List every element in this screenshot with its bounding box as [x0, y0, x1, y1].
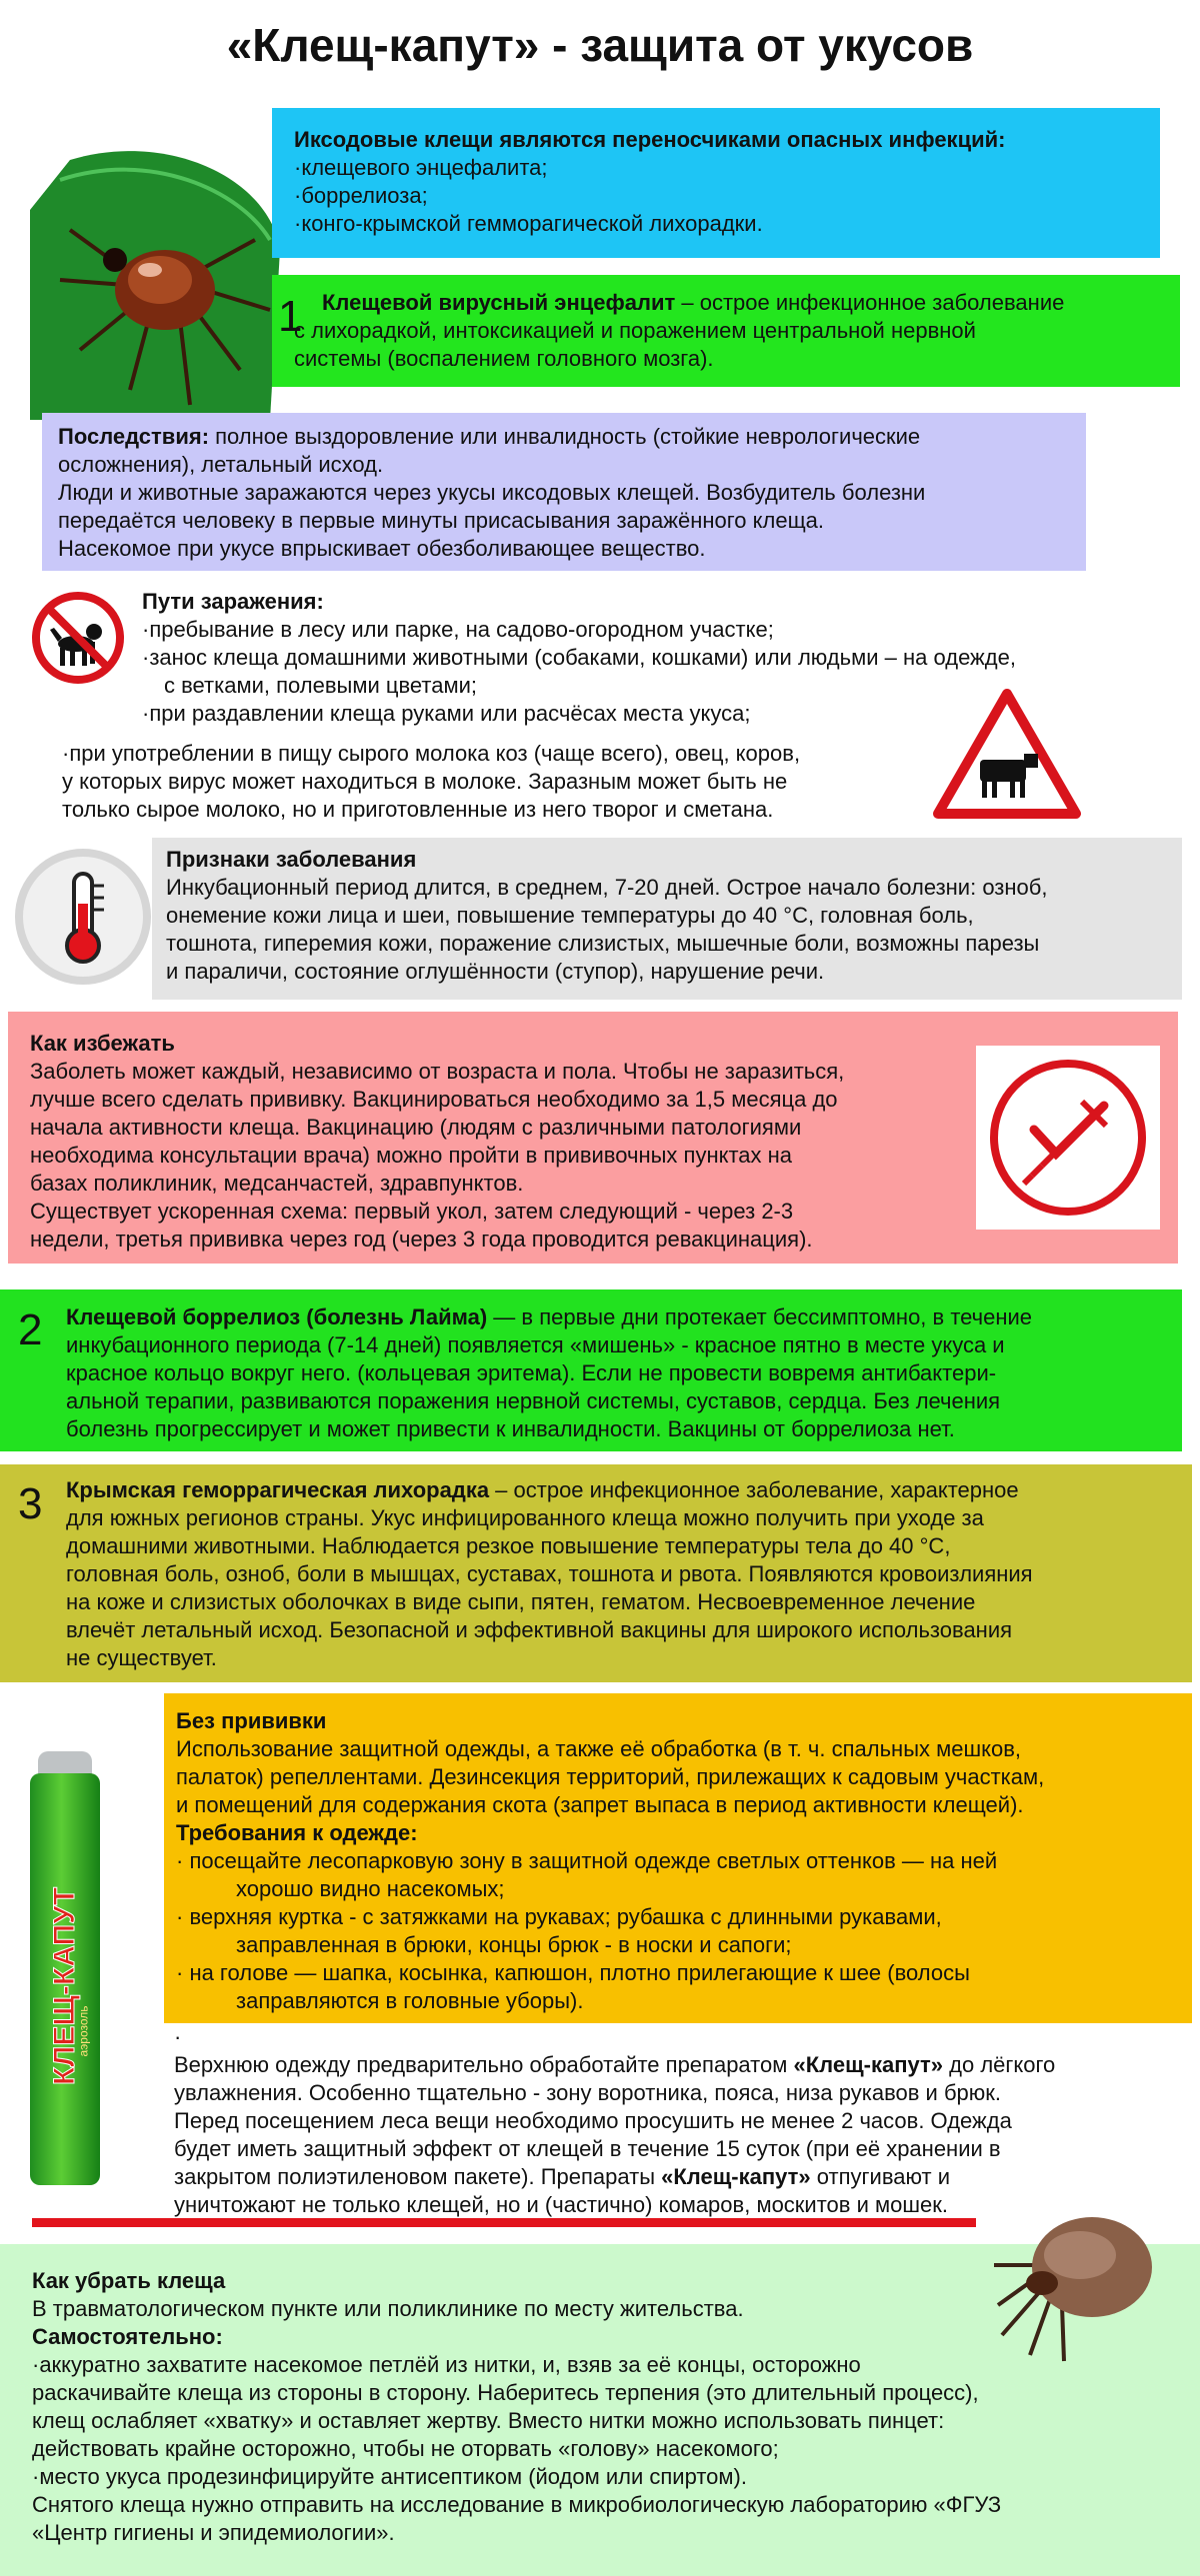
routes-item: ·при раздавлении клеща руками или расчёсах места укуса;	[142, 701, 751, 726]
avoid-text: необходима консультации врача) можно пройти в прививочных пунктах на	[30, 1143, 793, 1168]
remove-text: ·место укуса продезинфицируйте антисептиком (йодом или спиртом).	[32, 2464, 747, 2489]
section-number: 1	[278, 292, 303, 341]
routes-item: ·занос клеща домашними животными (собаками, кошками) или людьми – на одежде,	[142, 645, 1016, 670]
treatment-text: до лёгкого	[943, 2052, 1056, 2077]
vaccine-syringe-icon	[976, 1046, 1160, 1230]
fever-text: домашними животными. Наблюдается резкое повышение температуры тела до 40 °С,	[66, 1533, 951, 1558]
intro-item: ·конго-крымской гемморагической лихорадки.	[294, 211, 763, 236]
avoid-text: Существует ускоренная схема: первый укол, затем следующий - через 2-3	[30, 1199, 794, 1224]
clothing-item: хорошо видно насекомых;	[236, 1876, 505, 1901]
borreliosis-box	[0, 1289, 1182, 1451]
avoid-text: базах поликлиник, медсанчастей, здравпунктов.	[30, 1171, 524, 1196]
engorged-tick-photo-icon	[980, 2195, 1160, 2365]
intro-item: ·клещевого энцефалита;	[294, 155, 548, 180]
intro-heading: Иксодовые клещи являются переносчиками опасных инфекций:	[294, 127, 1006, 152]
routes-section	[142, 588, 1016, 728]
treatment-section	[174, 2023, 1055, 2219]
signs-heading: Признаки заболевания	[166, 847, 417, 872]
treatment-text: закрытом полиэтиленовом пакете). Препараты	[174, 2164, 662, 2189]
routes-milk-line: только сырое молоко, но и приготовленные из него творог и сметана.	[62, 797, 774, 822]
avoid-heading: Как избежать	[30, 1031, 175, 1056]
spray-label: КЛЕЩ-КАПУТ	[48, 1886, 81, 2086]
fever-text: головная боль, озноб, боли в мышцах, суставах, тошнота и рвота. Появляются кровоизлияния	[66, 1561, 1033, 1586]
no-dogs-sign-icon	[30, 590, 126, 686]
signs-text: Инкубационный период длится, в среднем, 7-20 дней. Острое начало болезни: озноб,	[166, 875, 1048, 900]
spray-sub: аэрозоль	[77, 2005, 92, 2057]
borreliosis-text: инкубационного периода (7-14 дней) появляется «мишень» - красное пятно в месте укуса и	[66, 1332, 1005, 1357]
remove-section	[32, 2267, 1001, 2547]
fever-text: не существует.	[66, 1645, 217, 1670]
borreliosis-text: альной терапии, развиваются поражения нервной системы, суставов, сердца. Без лечения	[66, 1388, 1001, 1413]
remove-text: «Центр гигиены и эпидемиологии».	[32, 2520, 395, 2545]
fever-box	[0, 1464, 1192, 1682]
spray-can-klesch-kaput-icon	[30, 1751, 100, 2191]
treatment-text: отпугивают и	[810, 2164, 951, 2189]
clothing-item: · верхняя куртка - с затяжками на рукавах; рубашка с длинными рукавами,	[176, 1904, 942, 1929]
consequences-box	[42, 413, 1086, 571]
fever-text: влечёт летальный исход. Безопасной и эффективной вакцины для широкого использования	[66, 1617, 1013, 1642]
borreliosis-name: Клещевой боррелиоз (болезнь Лайма)	[66, 1304, 488, 1329]
treatment-text: будет иметь защитный эффект от клещей в течение 15 суток (при её хранении в	[174, 2136, 1001, 2161]
encephalitis-text: – острое инфекционное заболевание	[675, 290, 1065, 315]
section-number: 3	[18, 1479, 43, 1528]
treatment-text: Перед посещением леса вещи необходимо просушить не менее 2 часов. Одежда	[174, 2108, 1012, 2133]
treatment-text: Верхнюю одежду предварительно обработайте препаратом	[174, 2052, 794, 2077]
remove-text: ·аккуратно захватите насекомое петлёй из нитки, и, взяв за её концы, осторожно	[32, 2352, 861, 2377]
consequences-text: полное выздоровление или инвалидность (стойкие неврологические	[209, 424, 921, 449]
encephalitis-text: с лихорадкой, интоксикацией и поражением центральной нервной	[294, 318, 976, 343]
page-title: «Клещ-капут» - защита от укусов	[226, 19, 974, 71]
clothing-item: · посещайте лесопарковую зону в защитной одежде светлых оттенков — на ней	[176, 1848, 998, 1873]
fever-text: для южных регионов страны. Укус инфицированного клеща можно получить при уходе за	[66, 1505, 984, 1530]
consequences-text: передаётся человеку в первые минуты присасывания заражённого клеща.	[58, 508, 825, 533]
signs-box	[152, 838, 1182, 1000]
remove-self-heading: Самостоятельно:	[32, 2324, 223, 2349]
brand-name: «Клещ-капут»	[793, 2052, 944, 2077]
remove-text: Снятого клеща нужно отправить на исследование в микробиологическую лабораторию «ФГУЗ	[32, 2492, 1002, 2517]
remove-text: действовать крайне осторожно, чтобы не оторвать «голову» насекомого;	[32, 2436, 779, 2461]
routes-item: ·пребывание в лесу или парке, на садово-огородном участке;	[142, 617, 774, 642]
remove-text: В травматологическом пункте или поликлинике по месту жительства.	[32, 2296, 744, 2321]
clothing-item: заправленная в брюки, концы брюк - в носки и сапоги;	[236, 1932, 792, 1957]
routes-milk-line: у которых вирус может находиться в молоке. Заразным может быть не	[62, 769, 788, 794]
avoid-text: Заболеть может каждый, независимо от возраста и пола. Чтобы не заразиться,	[30, 1059, 845, 1084]
consequences-text: Насекомое при укусе впрыскивает обезболивающее вещество.	[58, 536, 706, 561]
encephalitis-text: системы (воспалением головного мозга).	[294, 346, 714, 371]
routes-milk	[62, 740, 800, 824]
borreliosis-text: красное кольцо вокруг него. (кольцевая эритема). Если не провести вовремя антибактери-	[66, 1360, 997, 1385]
no-vaccine-box	[164, 1693, 1192, 2023]
intro-box	[272, 108, 1160, 258]
encephalitis-name: Клещевой вирусный энцефалит	[322, 290, 676, 315]
avoid-text: недели, третья прививка через год (через 3 года проводится ревакцинация).	[30, 1227, 813, 1252]
clothing-heading: Требования к одежде:	[176, 1820, 418, 1845]
signs-text: и параличи, состояние оглушённости (ступор), нарушение речи.	[166, 959, 825, 984]
thermometer-icon	[14, 848, 152, 986]
treatment-text: уничтожают не только клещей, но и (частично) комаров, москитов и мошек.	[174, 2192, 948, 2217]
avoid-text: лучше всего сделать прививку. Вакцинироваться необходимо за 1,5 месяца до	[30, 1087, 838, 1112]
borreliosis-text: — в первые дни протекает бессимптомно, в течение	[487, 1304, 1033, 1329]
fever-text: на коже и слизистых оболочках в виде сыпи, пятен, гематом. Несвоевременное лечение	[66, 1589, 976, 1614]
no-vaccine-text: и помещений для содержания скота (запрет выпаса в период активности клещей).	[176, 1792, 1024, 1817]
no-vaccine-text: Использование защитной одежды, а также её обработка (в т. ч. спальных мешков,	[176, 1736, 1022, 1761]
intro-item: ·боррелиоза;	[294, 183, 428, 208]
tick-photo-icon	[30, 120, 280, 420]
treatment-text: увлажнения. Особенно тщательно - зону воротника, пояса, низа рукавов и брюк.	[174, 2080, 1002, 2105]
fever-name: Крымская геморрагическая лихорадка	[66, 1477, 490, 1502]
section-number: 2	[18, 1305, 43, 1354]
signs-text: тошнота, гиперемия кожи, поражение слизистых, мышечные боли, возможны парезы	[166, 931, 1040, 956]
clothing-item: · на голове — шапка, косынка, капюшон, плотно прилегающие к шее (волосы	[176, 1960, 970, 1985]
consequences-text: Люди и животные заражаются через укусы иксодовых клещей. Возбудитель болезни	[58, 480, 926, 505]
no-vaccine-heading: Без прививки	[176, 1708, 327, 1733]
consequences-label: Последствия:	[58, 424, 210, 449]
fever-text: – острое инфекционное заболевание, характерное	[489, 1477, 1019, 1502]
borreliosis-text: болезнь прогрессирует и может привести к инвалидности. Вакцины от боррелиоза нет.	[66, 1416, 955, 1441]
treatment-dot: ·	[174, 2024, 182, 2049]
remove-text: клещ ослабляет «хватку» и оставляет жертву. Вместо нитки можно использовать пинцет:	[32, 2408, 945, 2433]
encephalitis-box	[272, 275, 1180, 387]
avoid-text: начала активности клеща. Вакцинацию (людям с различными патологиями	[30, 1115, 802, 1140]
routes-heading: Пути заражения:	[142, 589, 324, 614]
remove-text: раскачивайте клеща из стороны в сторону. Наберитесь терпения (это длительный процесс),	[32, 2380, 979, 2405]
divider	[32, 2218, 976, 2227]
routes-milk-line: ·при употреблении в пищу сырого молока коз (чаще всего), овец, коров,	[62, 741, 801, 766]
brand-name: «Клещ-капут»	[661, 2164, 811, 2189]
no-vaccine-text: палаток) репеллентами. Дезинсекция территорий, прилежащих к садовым участкам,	[176, 1764, 1045, 1789]
clothing-item: заправляются в головные уборы).	[236, 1988, 584, 2013]
cow-warning-sign-icon	[932, 688, 1082, 820]
signs-text: онемение кожи лица и шеи, повышение температуры до 40 °С, головная боль,	[166, 903, 974, 928]
routes-item: с ветками, полевыми цветами;	[164, 673, 478, 698]
remove-heading: Как убрать клеща	[32, 2268, 226, 2293]
consequences-text: осложнения), летальный исход.	[58, 452, 384, 477]
